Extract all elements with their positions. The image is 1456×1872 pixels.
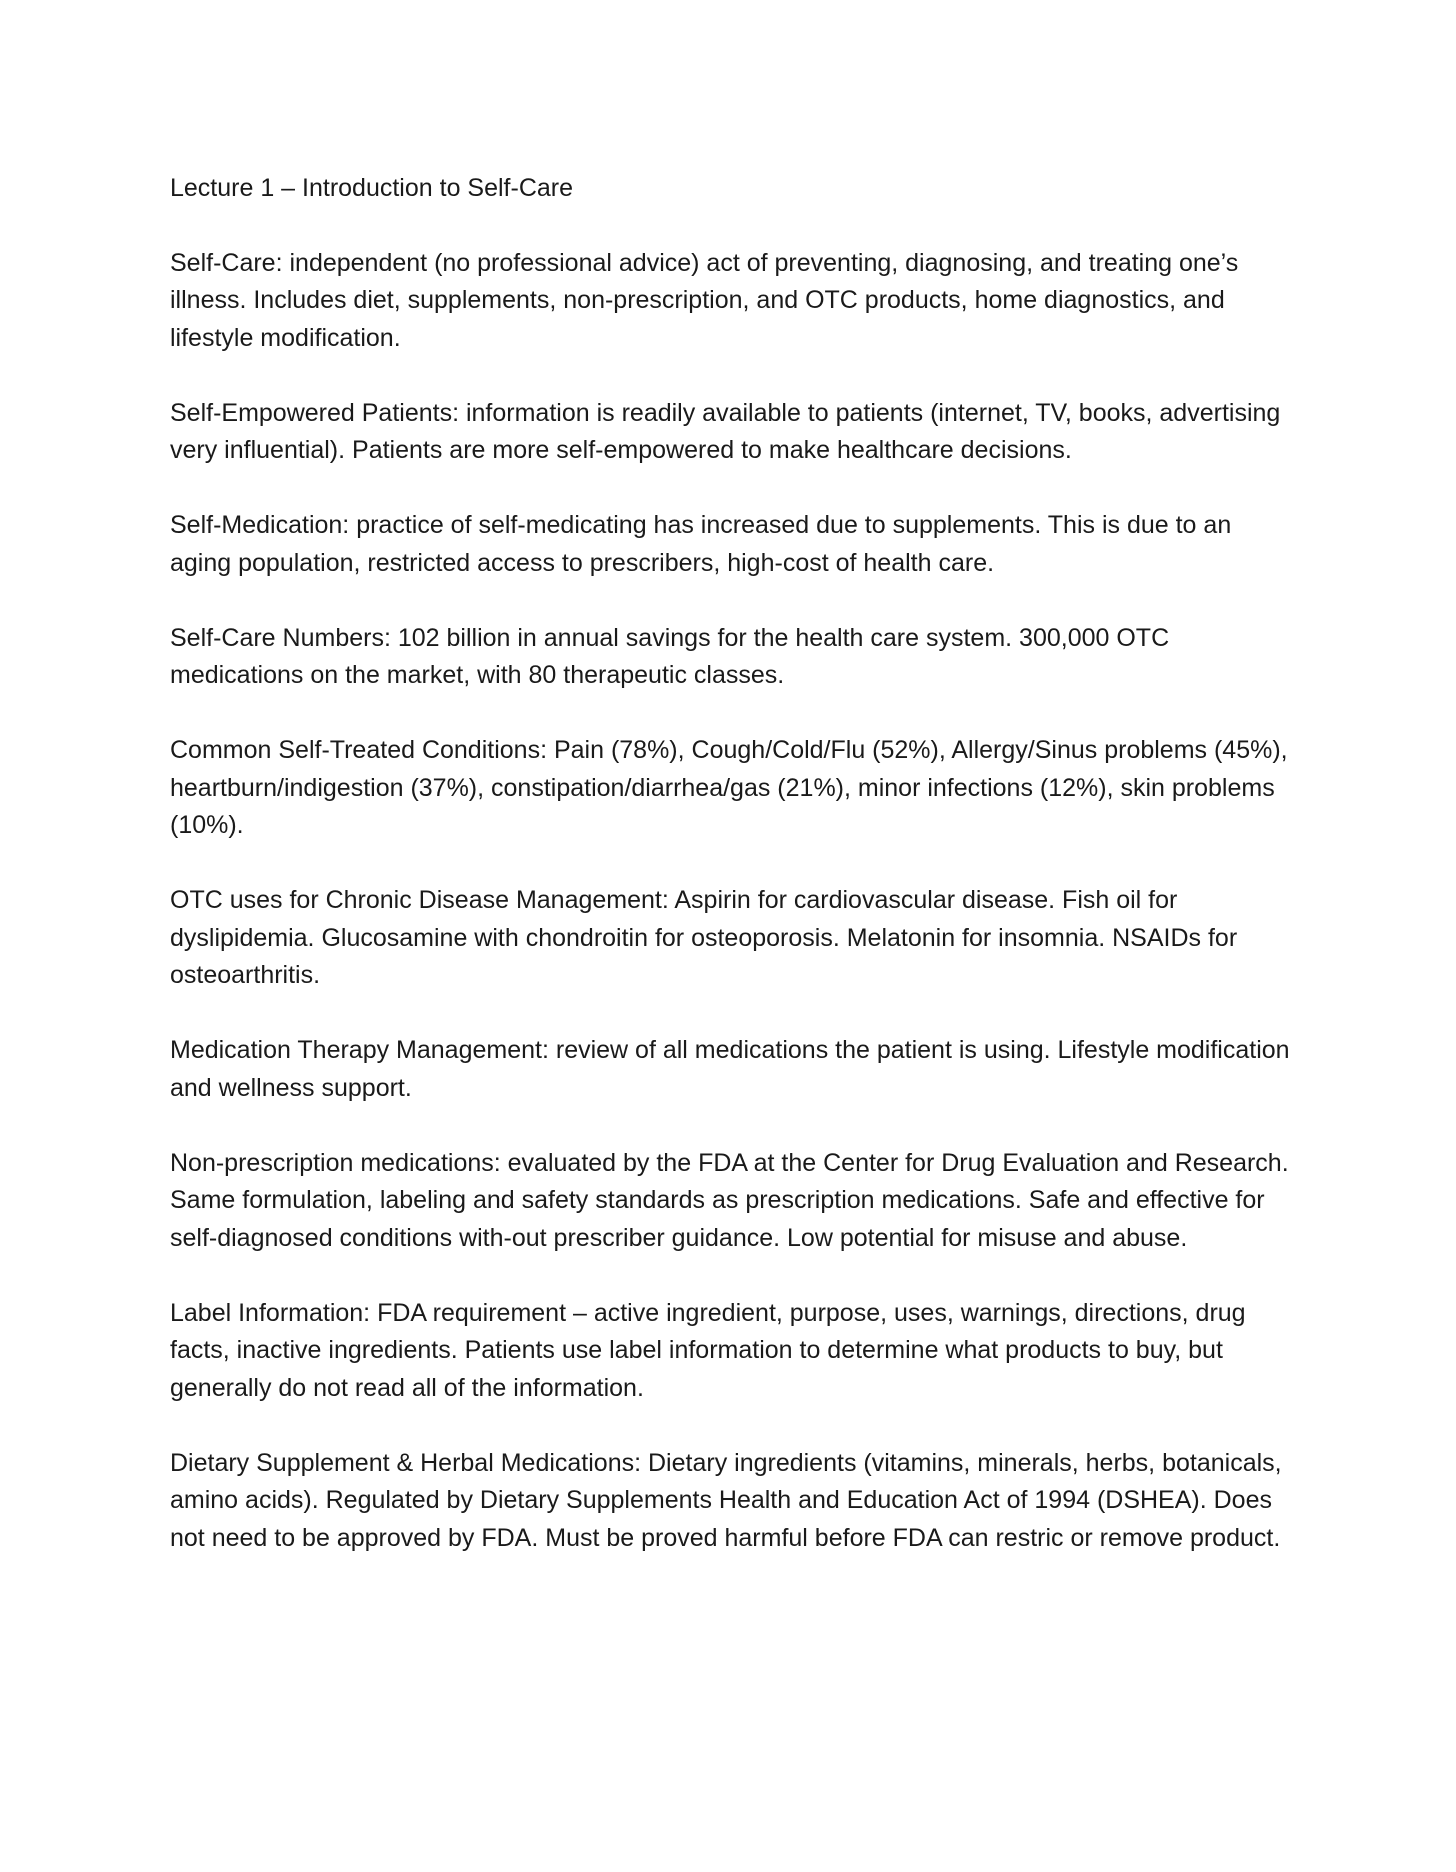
paragraph-self-care: Self-Care: independent (no professional advice) act of preventing, diagnosing, and treating one’s illness. Includes diet, supplements, non-prescription, and OTC products, home diagnostics, and lifestyle modification. xyxy=(170,248,1239,352)
document-title: Lecture 1 – Introduction to Self-Care xyxy=(170,174,574,202)
paragraph-self-medication: Self-Medication: practice of self-medicating has increased due to supplements. This is due to an aging population, restricted access to prescribers, high-cost of health care. xyxy=(170,511,1232,577)
paragraph-chronic-disease-management: OTC uses for Chronic Disease Management: Aspirin for cardiovascular disease. Fish oil for dyslipidemia. Glucosamine with chondroitin for osteoporosis. Melatonin for insomnia. NSAIDs for osteoarthritis. xyxy=(170,886,1238,989)
paragraph-self-care-numbers: Self-Care Numbers: 102 billion in annual savings for the health care system. 300,000 OTC medications on the market, with 80 therapeutic classes. xyxy=(170,623,1170,689)
paragraph-self-empowered-patients: Self-Empowered Patients: information is readily available to patients (internet, TV, books, advertising very influential). Patients are more self-empowered to make healthcare decisions. xyxy=(170,398,1281,464)
paragraph-non-prescription-medications: Non-prescription medications: evaluated by the FDA at the Center for Drug Evaluation and Research. Same formulation, labeling and safety standards as prescription medications. Safe and effective for self-diagnosed conditions with-out prescriber guidance. Low potential for misuse and abuse. xyxy=(170,1148,1289,1252)
paragraph-dietary-supplements: Dietary Supplement & Herbal Medications: Dietary ingredients (vitamins, minerals, herbs, botanicals, amino acids). Regulated by Dietary Supplements Health and Education Act of 1994 (DSHEA). Does not need to be approved by FDA. Must be proved harmful before FDA can restric or remove product. xyxy=(170,1448,1282,1552)
paragraph-common-conditions: Common Self-Treated Conditions: Pain (78%), Cough/Cold/Flu (52%), Allergy/Sinus problems (45%), heartburn/indigestion (37%), constipation/diarrhea/gas (21%), minor infections (12%), skin problems (10%). xyxy=(170,736,1288,839)
paragraph-medication-therapy-management: Medication Therapy Management: review of all medications the patient is using. Lifestyle modification and wellness support. xyxy=(170,1036,1290,1102)
paragraph-label-information: Label Information: FDA requirement – active ingredient, purpose, uses, warnings, directions, drug facts, inactive ingredients. Patients use label information to determine what products to buy, but generally do not read all of the information. xyxy=(170,1298,1246,1402)
document-body xyxy=(170,170,1290,1595)
